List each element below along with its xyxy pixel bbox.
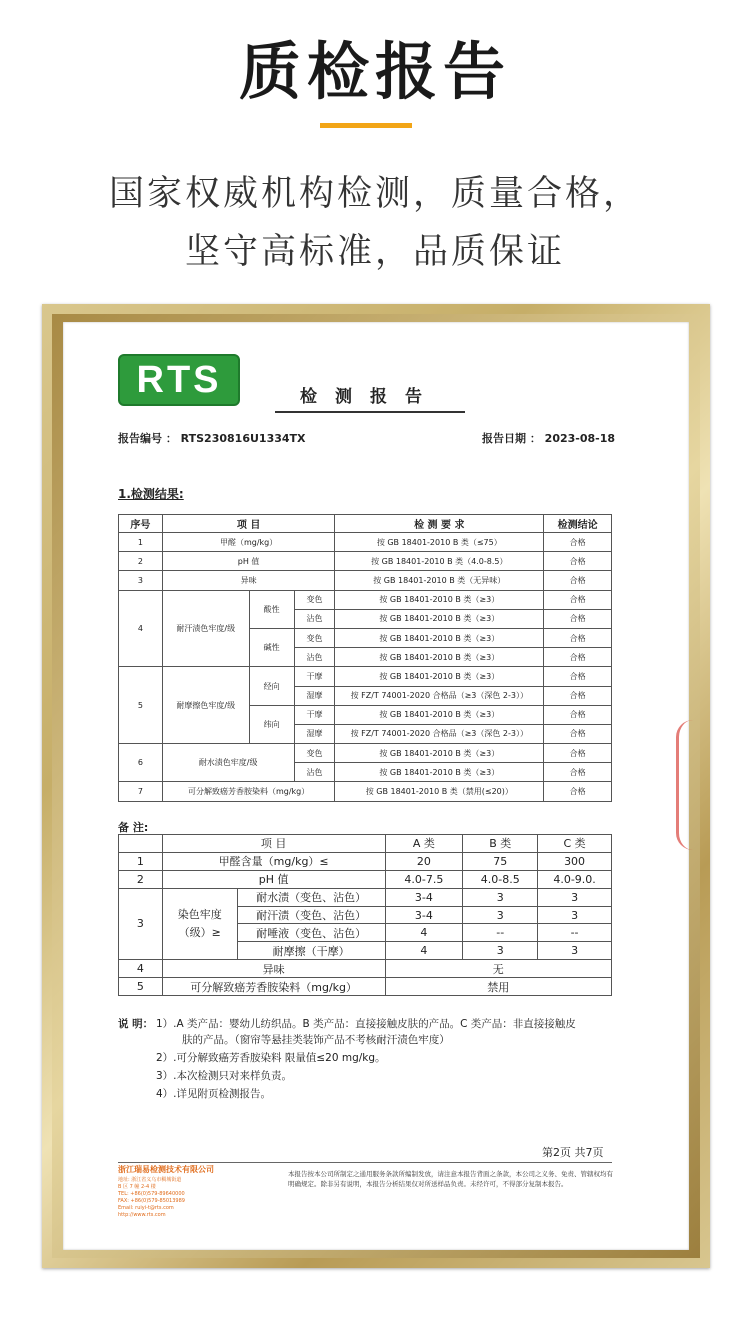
company-info-line: Email: ruiyi-t@rts.com	[118, 1205, 174, 1211]
company-name: 浙江瑞易检测技术有限公司	[118, 1165, 214, 1174]
row-result: 合格	[544, 686, 612, 705]
notes-title: 备 注:	[118, 821, 149, 834]
row-requirement: 按 GB 18401-2010 B 类（≥3）	[335, 628, 544, 647]
row-result: 合格	[544, 667, 612, 686]
row-result: 合格	[544, 724, 612, 743]
sub-item: 碱性	[249, 628, 294, 666]
value-c: 300	[538, 852, 612, 870]
company-info-line: B 区 7 幢 2-4 楼	[118, 1184, 156, 1190]
sub-item: 耐水渍（变色、沾色）	[237, 888, 385, 906]
sub-sub-item: 湿摩	[294, 724, 335, 743]
col-header-result: 检测结论	[544, 515, 612, 533]
row-item: 可分解致癌芳香胺染料（mg/kg）	[162, 782, 335, 801]
row-item: 耐汗渍色牢度/级	[162, 590, 249, 667]
explanation-line-2: 2）.可分解致癌芳香胺染料 限量值≤20 mg/kg。	[156, 1052, 386, 1064]
row-requirement: 按 GB 18401-2010 B 类（≥3）	[335, 609, 544, 628]
table-row	[119, 533, 612, 552]
notes-header-a: A 类	[385, 835, 463, 853]
row-no: 5	[119, 667, 163, 744]
row-no: 2	[119, 552, 163, 571]
row-item: 异味	[162, 960, 385, 978]
row-no: 1	[119, 533, 163, 552]
value-c: 4.0-9.0.	[538, 870, 612, 888]
notes-table	[118, 834, 612, 996]
sub-item: 纬向	[249, 705, 294, 743]
row-requirement: 按 FZ/T 74001-2020 合格品（≥3（深色 2-3））	[335, 686, 544, 705]
red-seal-stamp	[676, 720, 693, 850]
value-all: 禁用	[385, 978, 611, 996]
row-result: 合格	[544, 628, 612, 647]
row-no: 1	[119, 852, 163, 870]
subtitle-line-2: 坚守高标准，品质保证	[184, 232, 565, 272]
company-info-line: FAX: +86(0)579-85013989	[118, 1198, 185, 1204]
value-b: 75	[463, 852, 538, 870]
row-item: pH 值	[162, 552, 335, 571]
sub-sub-item: 湿摩	[294, 686, 335, 705]
row-no: 2	[119, 870, 163, 888]
explanation-label: 说 明：	[118, 1018, 154, 1030]
page-title: 质检报告	[238, 35, 511, 108]
report-date: 报告日期 ： 2023-08-18	[482, 432, 616, 445]
sub-sub-item: 干摩	[294, 705, 335, 724]
value-a: 4	[385, 924, 463, 942]
value-c: --	[538, 924, 612, 942]
results-table	[118, 514, 612, 802]
notes-header-item: 项 目	[162, 835, 385, 853]
row-requirement: 按 GB 18401-2010 B 类（≥3）	[335, 648, 544, 667]
title-accent-bar	[320, 123, 412, 128]
value-c: 3	[538, 906, 612, 924]
notes-header-c: C 类	[538, 835, 612, 853]
notes-header-blank	[119, 835, 163, 853]
row-requirement: 按 GB 18401-2010 B 类（≥3）	[335, 667, 544, 686]
row-requirement: 按 GB 18401-2010 B 类（4.0-8.5）	[335, 552, 544, 571]
value-b: 3	[463, 906, 538, 924]
row-result: 合格	[544, 571, 612, 590]
company-info-line: 地址: 浙江省义乌市稠城街道	[118, 1177, 182, 1183]
row-item: 甲醛（mg/kg）	[162, 533, 335, 552]
row-item: pH 值	[162, 870, 385, 888]
sub-sub-item: 沾色	[294, 648, 335, 667]
footer-divider	[118, 1162, 612, 1163]
value-a: 4.0-7.5	[385, 870, 463, 888]
sub-sub-item: 沾色	[294, 609, 335, 628]
sub-sub-item: 变色	[294, 744, 335, 763]
report-heading: 检测报告	[275, 382, 465, 413]
page-number: 第2页 共7页	[542, 1146, 604, 1159]
value-all: 无	[385, 960, 611, 978]
sub-sub-item: 干摩	[294, 667, 335, 686]
row-item: 耐摩擦色牢度/级	[162, 667, 249, 744]
col-header-item: 项 目	[162, 515, 335, 533]
value-b: 4.0-8.5	[463, 870, 538, 888]
sub-item: 经向	[249, 667, 294, 705]
row-requirement: 按 GB 18401-2010 B 类（≥3）	[335, 763, 544, 782]
company-info	[118, 1177, 185, 1219]
row-requirement: 按 GB 18401-2010 B 类（≥3）	[335, 705, 544, 724]
row-requirement: 按 FZ/T 74001-2020 合格品（≥3（深色 2-3））	[335, 724, 544, 743]
row-result: 合格	[544, 533, 612, 552]
row-no: 4	[119, 590, 163, 667]
table-row	[119, 590, 612, 609]
report-number: 报告编号 ： RTS230816U1334TX	[118, 432, 306, 445]
sub-sub-item: 沾色	[294, 763, 335, 782]
sub-item: 耐唾液（变色、沾色）	[237, 924, 385, 942]
row-item: 异味	[162, 571, 335, 590]
explanation-line-3: 3）.本次检测只对来样负责。	[156, 1070, 293, 1082]
row-item-line-1: 染色牢度	[177, 907, 222, 921]
sub-sub-item: 变色	[294, 590, 335, 609]
value-c: 3	[538, 942, 612, 960]
rts-logo	[118, 354, 240, 406]
row-result: 合格	[544, 763, 612, 782]
company-info-line: http://www.rts.com	[118, 1212, 166, 1218]
value-a: 20	[385, 852, 463, 870]
table-row	[119, 744, 612, 763]
sub-item: 耐摩擦（干摩）	[237, 942, 385, 960]
notes-header-b: B 类	[463, 835, 538, 853]
sub-item: 酸性	[249, 590, 294, 628]
subtitle-line-1: 国家权威机构检测，质量合格，	[108, 174, 641, 214]
row-no: 3	[119, 888, 163, 960]
rts-logo-text: RTS	[136, 359, 222, 401]
row-result: 合格	[544, 609, 612, 628]
row-result: 合格	[544, 782, 612, 801]
table-header-row	[119, 835, 612, 853]
value-b: 3	[463, 942, 538, 960]
table-row	[119, 978, 612, 996]
sub-item: 耐汗渍（变色、沾色）	[237, 906, 385, 924]
row-requirement: 按 GB 18401-2010 B 类（禁用(≤20)）	[335, 782, 544, 801]
value-a: 3-4	[385, 906, 463, 924]
row-requirement: 按 GB 18401-2010 B 类（≥3）	[335, 590, 544, 609]
explanation-line-1b: 肤的产品。（窗帘等悬挂类装饰产品不考核耐汗渍色牢度）	[182, 1034, 450, 1046]
sub-sub-item: 变色	[294, 628, 335, 647]
col-header-no: 序号	[119, 515, 163, 533]
table-row	[119, 552, 612, 571]
row-result: 合格	[544, 552, 612, 571]
table-row	[119, 870, 612, 888]
table-row	[119, 960, 612, 978]
value-a: 4	[385, 942, 463, 960]
row-requirement: 按 GB 18401-2010 B 类（≥3）	[335, 744, 544, 763]
disclaimer-text: 本报告按本公司所制定之通用服务条款所编制发放，请注意本报告背面之条款，本公司之义务、免责、管辖权均有明确规定。除非另有说明，本报告分析结果仅对所送样品负责。未经许可，不得部分复制本报告。	[288, 1170, 613, 1188]
row-result: 合格	[544, 648, 612, 667]
row-requirement: 按 GB 18401-2010 B 类（无异味）	[335, 571, 544, 590]
row-result: 合格	[544, 590, 612, 609]
value-a: 3-4	[385, 888, 463, 906]
table-row	[119, 852, 612, 870]
row-item: 耐水渍色牢度/级	[162, 744, 294, 782]
table-row	[119, 667, 612, 686]
section-title: 1.检测结果:	[118, 487, 184, 501]
row-item	[162, 888, 237, 960]
explanation-line-1: 1）.A 类产品：婴幼儿纺织品。B 类产品：直接接触皮肤的产品。C 类产品：非直接接触皮	[156, 1018, 576, 1030]
row-item-line-2: （级）≥	[178, 925, 221, 939]
row-no: 4	[119, 960, 163, 978]
value-c: 3	[538, 888, 612, 906]
explanation-line-4: 4）.详见附页检测报告。	[156, 1088, 272, 1100]
report-document	[63, 322, 689, 1250]
row-no: 3	[119, 571, 163, 590]
table-row	[119, 571, 612, 590]
company-info-line: TEL: +86(0)579-89640000	[118, 1191, 185, 1197]
row-no: 7	[119, 782, 163, 801]
col-header-requirement: 检 测 要 求	[335, 515, 544, 533]
row-result: 合格	[544, 744, 612, 763]
row-no: 6	[119, 744, 163, 782]
table-row	[119, 888, 612, 906]
table-header-row	[119, 515, 612, 533]
row-requirement: 按 GB 18401-2010 B 类（≤75）	[335, 533, 544, 552]
row-result: 合格	[544, 705, 612, 724]
row-item: 甲醛含量（mg/kg）≤	[162, 852, 385, 870]
row-no: 5	[119, 978, 163, 996]
value-b: --	[463, 924, 538, 942]
value-b: 3	[463, 888, 538, 906]
row-item: 可分解致癌芳香胺染料（mg/kg）	[162, 978, 385, 996]
table-row	[119, 782, 612, 801]
